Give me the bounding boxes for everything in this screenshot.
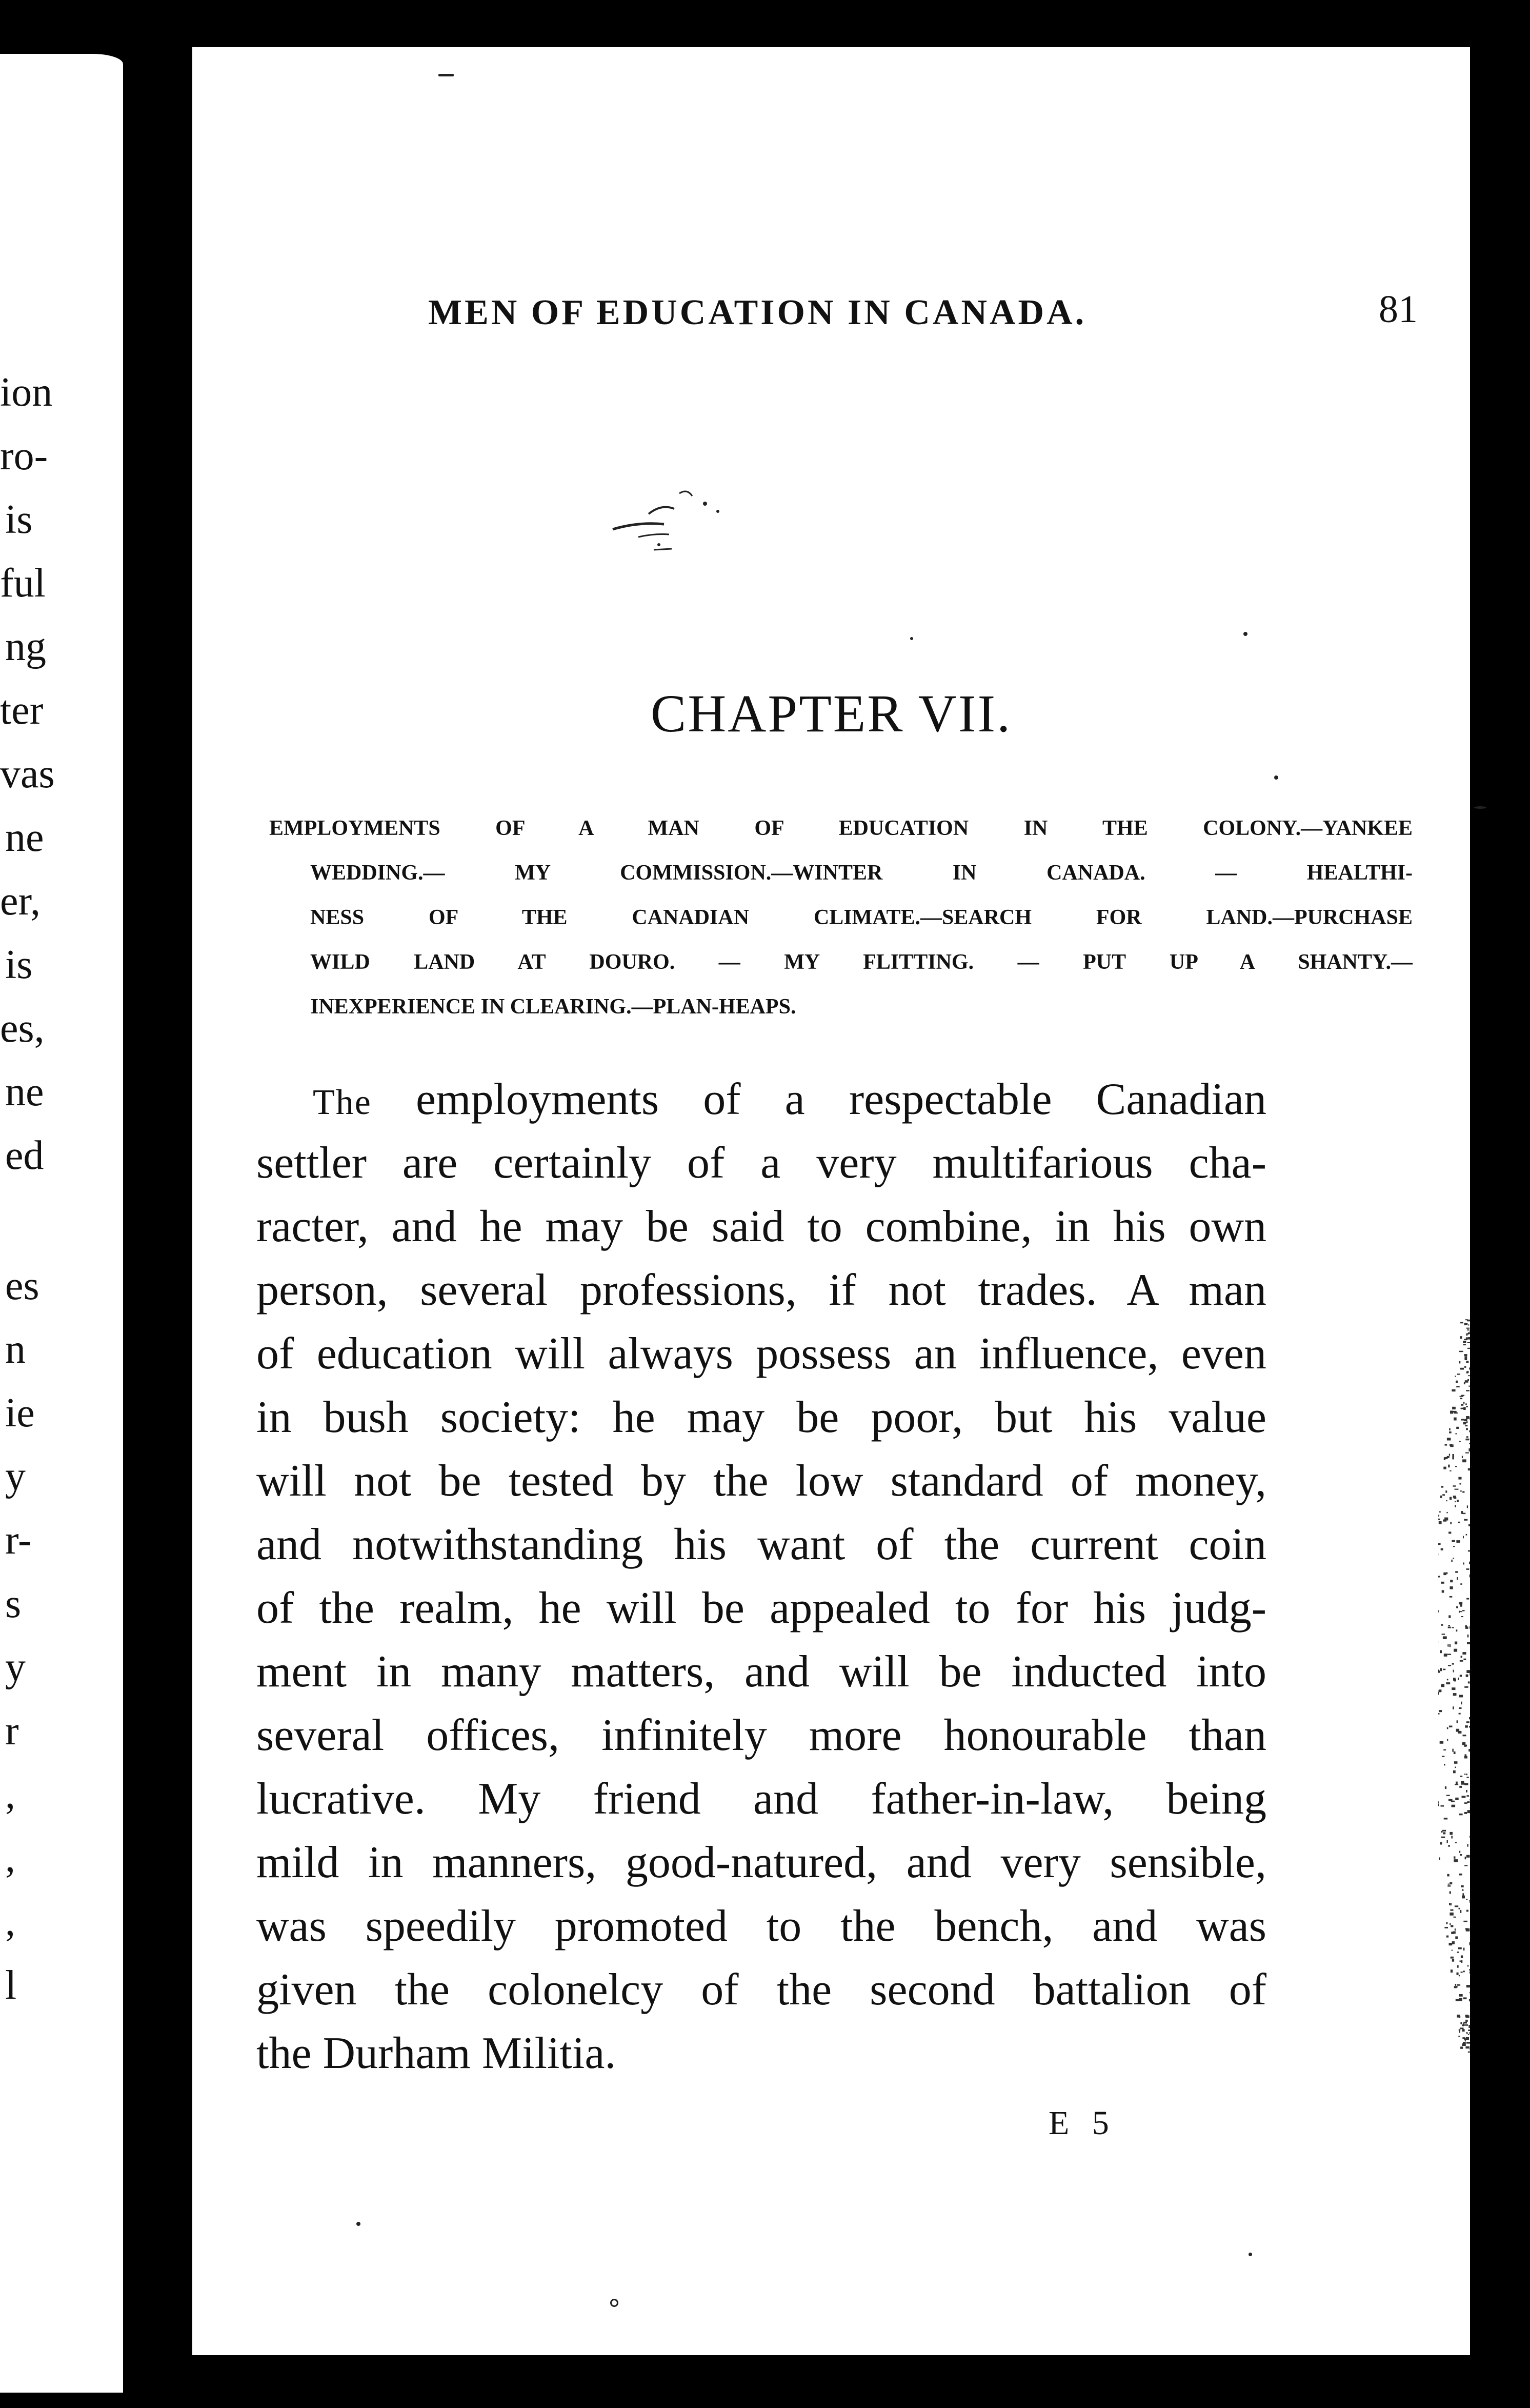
body-line: will not be tested by the low standard of money, [256,1456,1266,1506]
previous-page-fragment: ion [0,370,53,415]
book-page [192,47,1470,2355]
body-line: the Durham Militia. [256,2028,616,2078]
previous-page-fragment: ful [0,561,46,606]
synopsis-line: EMPLOYMENTS OF A MAN OF EDUCATION IN THE COLONY.—YANKEE [269,817,1413,840]
body-line: several offices, infinitely more honourable than [256,1710,1266,1760]
synopsis-line: WILD LAND AT DOURO. — MY FLITTING. — PUT UP A SHANTY.— [310,950,1413,974]
previous-page-fragment: vas [0,751,55,797]
body-line [256,1068,1266,1131]
previous-page-fragment: y [5,1454,26,1499]
page-edge-noise [1438,1319,1470,2053]
body-line: lucrative. My friend and father-in-law, being [256,1774,1266,1824]
synopsis-line: INEXPERIENCE IN CLEARING.—PLAN-HEAPS. [310,995,796,1019]
first-line-text: employments of a respectable Canadian [415,1074,1267,1124]
previous-page-fragment: ter [0,688,44,733]
body-text [256,1068,1266,2085]
body-line: given the colonelcy of the second battalion of [256,1965,1266,2015]
previous-page-fragment: es [5,1263,39,1308]
running-title: MEN OF EDUCATION IN CANADA. [428,293,1087,332]
previous-page-edge [0,54,123,2393]
previous-page-fragment: er, [0,879,41,924]
page-number: 81 [1379,288,1418,331]
previous-page-fragment: ng [5,624,46,669]
chapter-title: CHAPTER VII. [650,684,1012,743]
previous-page-fragment: l [5,1963,17,2008]
ornament-flourish [602,473,736,560]
previous-page-fragment: ed [5,1133,44,1178]
previous-page-fragment: ie [5,1390,35,1436]
body-line: person, several professions, if not trades. A man [256,1265,1266,1315]
running-head [428,288,1418,349]
previous-page-fragment: y [5,1645,26,1690]
previous-page-fragment: , [5,1899,15,1944]
body-line: was speedily promoted to the bench, and was [256,1901,1266,1951]
lead-word: The [313,1083,372,1122]
body-line: settler are certainly of a very multifarious cha- [256,1138,1266,1188]
previous-page-fragment: , [5,1836,15,1881]
body-line: of education will always possess an influence, even [256,1329,1266,1379]
body-line: racter, and he may be said to combine, in his own [256,1202,1266,1251]
synopsis-line: NESS OF THE CANADIAN CLIMATE.—SEARCH FOR LAND.—PURCHASE [310,906,1413,929]
previous-page-fragment: ne [5,815,44,860]
previous-page-fragment: is [5,942,33,987]
body-line: ment in many matters, and will be inducted into [256,1647,1266,1697]
previous-page-fragment: r [5,1708,19,1754]
signature-mark: E 5 [1049,2104,1116,2142]
previous-page-fragment: ne [5,1069,44,1115]
body-line: and notwithstanding his want of the current coin [256,1520,1266,1569]
previous-page-fragment: , [5,1772,15,1817]
body-line: of the realm, he will be appealed to for his judg- [256,1583,1266,1633]
previous-page-fragment: es, [0,1006,45,1051]
previous-page-fragment: r- [5,1518,32,1563]
previous-page-fragment: ro- [0,433,48,479]
chapter-synopsis [269,806,1413,1029]
body-line: in bush society: he may be poor, but his value [256,1392,1266,1442]
body-line: mild in manners, good-natured, and very sensible, [256,1838,1266,1887]
previous-page-fragment: is [5,497,33,542]
synopsis-line: WEDDING.— MY COMMISSION.—WINTER IN CANADA. — HEALTHI- [310,861,1413,885]
previous-page-fragment: s [5,1581,22,1626]
previous-page-fragment: n [5,1327,26,1372]
